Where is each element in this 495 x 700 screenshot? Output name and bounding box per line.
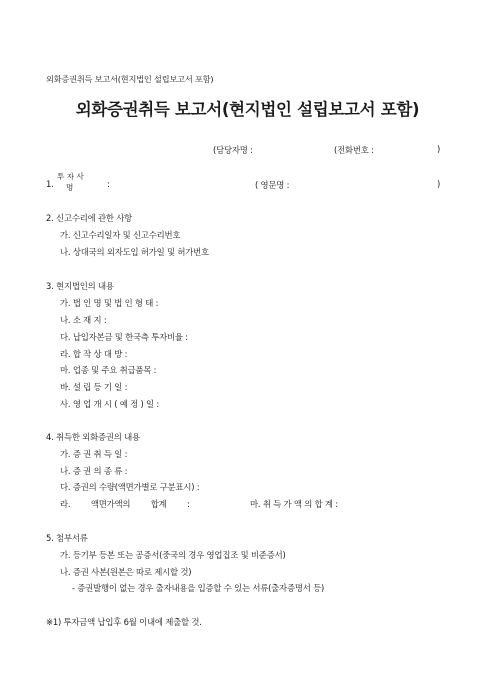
header-caption: 외화증권취득 보고서(현지법인 설립보고서 포함) xyxy=(46,74,214,84)
english-name-label: ( 영문명 : xyxy=(255,180,290,190)
phone-number-label: (전화번호 : xyxy=(334,145,374,155)
section-4-heading: 4. 취득한 외화증권의 내용 xyxy=(46,432,140,442)
section-1-number: 1. xyxy=(46,179,54,189)
footnote: ※1) 투자금액 납입후 6월 이내에 제출할 것. xyxy=(46,617,202,627)
section-3-item-a: 가. 법 인 명 및 법 인 형 태 : xyxy=(60,298,159,308)
section-3-item-c: 다. 납입자본금 및 한국측 투자비율 : xyxy=(60,332,188,342)
investor-colon: : xyxy=(107,179,110,189)
english-name-close-paren: ) xyxy=(437,179,441,189)
manager-name-label: (담당자명 : xyxy=(213,145,253,155)
section-4-item-d: 라. 액면가액의 합계 : xyxy=(60,499,190,509)
section-4-item-e: 마. 취 득 가 액 의 합 계 : xyxy=(250,499,338,509)
section-3-heading: 3. 현지법인의 내용 xyxy=(46,281,114,291)
section-5-heading: 5. 첨부서류 xyxy=(46,533,88,543)
section-4-item-c: 다. 증권의 수량(액면가별로 구분표시) : xyxy=(60,482,200,492)
section-2-heading: 2. 신고수리에 관한 사항 xyxy=(46,213,132,223)
section-5-item-b: 나. 증권 사본(원본은 따로 제시할 것) xyxy=(60,567,192,577)
investor-label-bottom: 명 xyxy=(66,183,74,192)
contact-close-paren: ) xyxy=(437,144,441,154)
section-3-item-b: 나. 소 재 지 : xyxy=(60,315,107,325)
section-3-item-g: 사. 영 업 개 시 ( 예 정 ) 일 : xyxy=(60,399,159,409)
investor-label-top: 투 자 사 xyxy=(57,172,84,181)
section-5-sub-item: - 증권발행이 없는 경우 출자내용을 입증할 수 있는 서류(출자증명서 등) xyxy=(72,583,325,593)
section-5-item-a: 가. 등기부 등본 또는 공증서(중국의 경우 영업집조 및 비준증서) xyxy=(60,550,286,560)
document-title: 외화증권취득 보고서(현지법인 설립보고서 포함) xyxy=(75,100,420,119)
section-2-item-b: 나. 상대국의 외자도입 허가일 및 허가번호 xyxy=(60,247,209,257)
section-2-item-a: 가. 신고수리일자 및 신고수리번호 xyxy=(60,230,181,240)
section-4-item-b: 나. 증 권 의 종 류 : xyxy=(60,466,128,476)
section-4-item-a: 가. 증 권 취 득 일 : xyxy=(60,449,128,459)
section-3-item-d: 라. 합 작 상 대 방 : xyxy=(60,349,128,359)
section-3-item-e: 마. 업종 및 주요 취급품목 : xyxy=(60,365,157,375)
section-3-item-f: 바. 설 립 등 기 일 : xyxy=(60,382,128,392)
